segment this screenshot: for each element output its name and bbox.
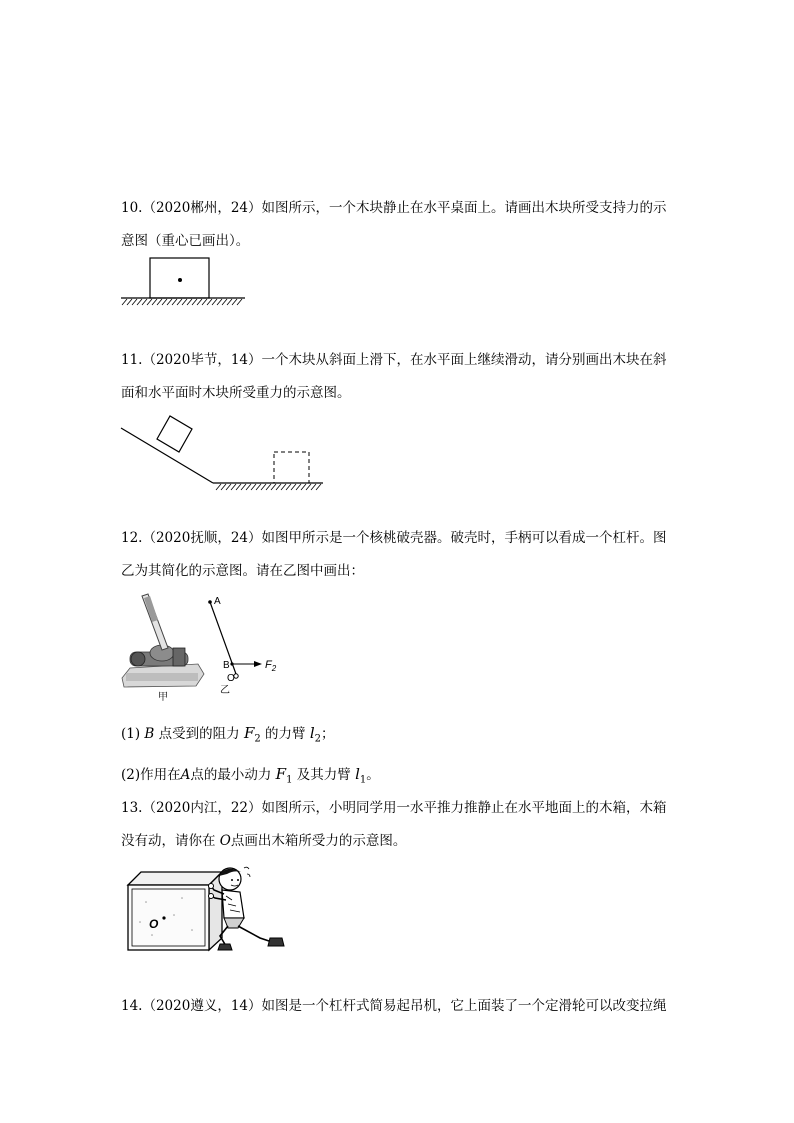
question-13-line-1: 13.（2020内江，22）如图所示，小明同学用一水平推力推静止在水平地面上的木箱，木箱: [121, 800, 667, 816]
question-11-line-2: 面和水平面时木块所受重力的示意图。: [121, 385, 351, 401]
arm-l2-subscript: 2: [314, 733, 322, 745]
figure-lever-diagram: [200, 592, 290, 696]
lever-label-b: B: [223, 660, 230, 671]
force-f1: F: [275, 765, 287, 783]
question-14: [121, 990, 681, 1023]
part-2-text-2: 及其力臂: [292, 767, 356, 783]
part-1-text-2: 的力臂: [260, 726, 310, 742]
question-10-line-1: 10.（2020郴州，24）如图所示，一个木块静止在水平桌面上。请画出木块所受支持力的示: [121, 200, 667, 216]
point-a: A: [180, 767, 191, 783]
part-2-end: 。: [366, 767, 380, 783]
question-11-line-1: 11.（2020毕节，14）一个木块从斜面上滑下，在水平面上继续滑动，请分别画出木块在斜: [121, 352, 667, 368]
part-2-text: 点的最小动力: [190, 767, 276, 783]
question-12-line-2: 乙为其简化的示意图。请在乙图中画出：: [121, 563, 364, 579]
figure-boy-pushing-box: [122, 860, 292, 960]
part-2-prefix: (2)作用在: [121, 767, 181, 783]
question-10-line-2: 意图（重心已画出）。: [121, 233, 250, 249]
question-13-line-2-end: 点画出木箱所受力的示意图。: [230, 833, 407, 849]
arm-l2: l: [309, 724, 315, 742]
figure-nutcracker-photo: [118, 590, 208, 702]
question-12: [121, 522, 681, 588]
part-1-text: 点受到的阻力: [154, 726, 244, 742]
force-f2-subscript: 2: [254, 733, 261, 745]
figure-label-jia: 甲: [158, 692, 168, 703]
part-1-prefix: (1): [121, 726, 145, 742]
question-13-line-2-text: 没有动，请你在: [121, 833, 220, 849]
figure-block-on-slope: [118, 412, 328, 494]
figure-label-yi: 乙: [220, 685, 230, 696]
arm-l1: l: [355, 765, 360, 783]
force-f1-subscript: 1: [286, 774, 293, 786]
point-o: O: [219, 833, 231, 849]
lever-label-o: O: [227, 673, 235, 684]
question-10: [121, 192, 681, 258]
box-label-o: O: [149, 917, 159, 931]
question-11: [121, 344, 681, 410]
part-1-end: ；: [321, 726, 335, 742]
arm-l1-subscript: 1: [359, 774, 367, 786]
question-13-line-2: [121, 825, 681, 858]
lever-label-a: A: [214, 596, 221, 607]
question-12-part-2: [121, 763, 380, 786]
point-b: B: [144, 726, 155, 742]
question-12-part-1: [121, 722, 335, 745]
question-13: [121, 792, 681, 858]
question-12-line-1: 12.（2020抚顺，24）如图甲所示是一个核桃破壳器。破壳时，手柄可以看成一个杠杆。图: [121, 530, 667, 546]
figure-block-on-table: [118, 255, 253, 311]
lever-label-f2: $F_2$: [265, 659, 277, 673]
question-14-line-1: 14.（2020遵义，14）如图是一个杠杆式简易起吊机，它上面装了一个定滑轮可以改变拉绳: [121, 998, 667, 1014]
force-f2: F: [243, 724, 255, 742]
